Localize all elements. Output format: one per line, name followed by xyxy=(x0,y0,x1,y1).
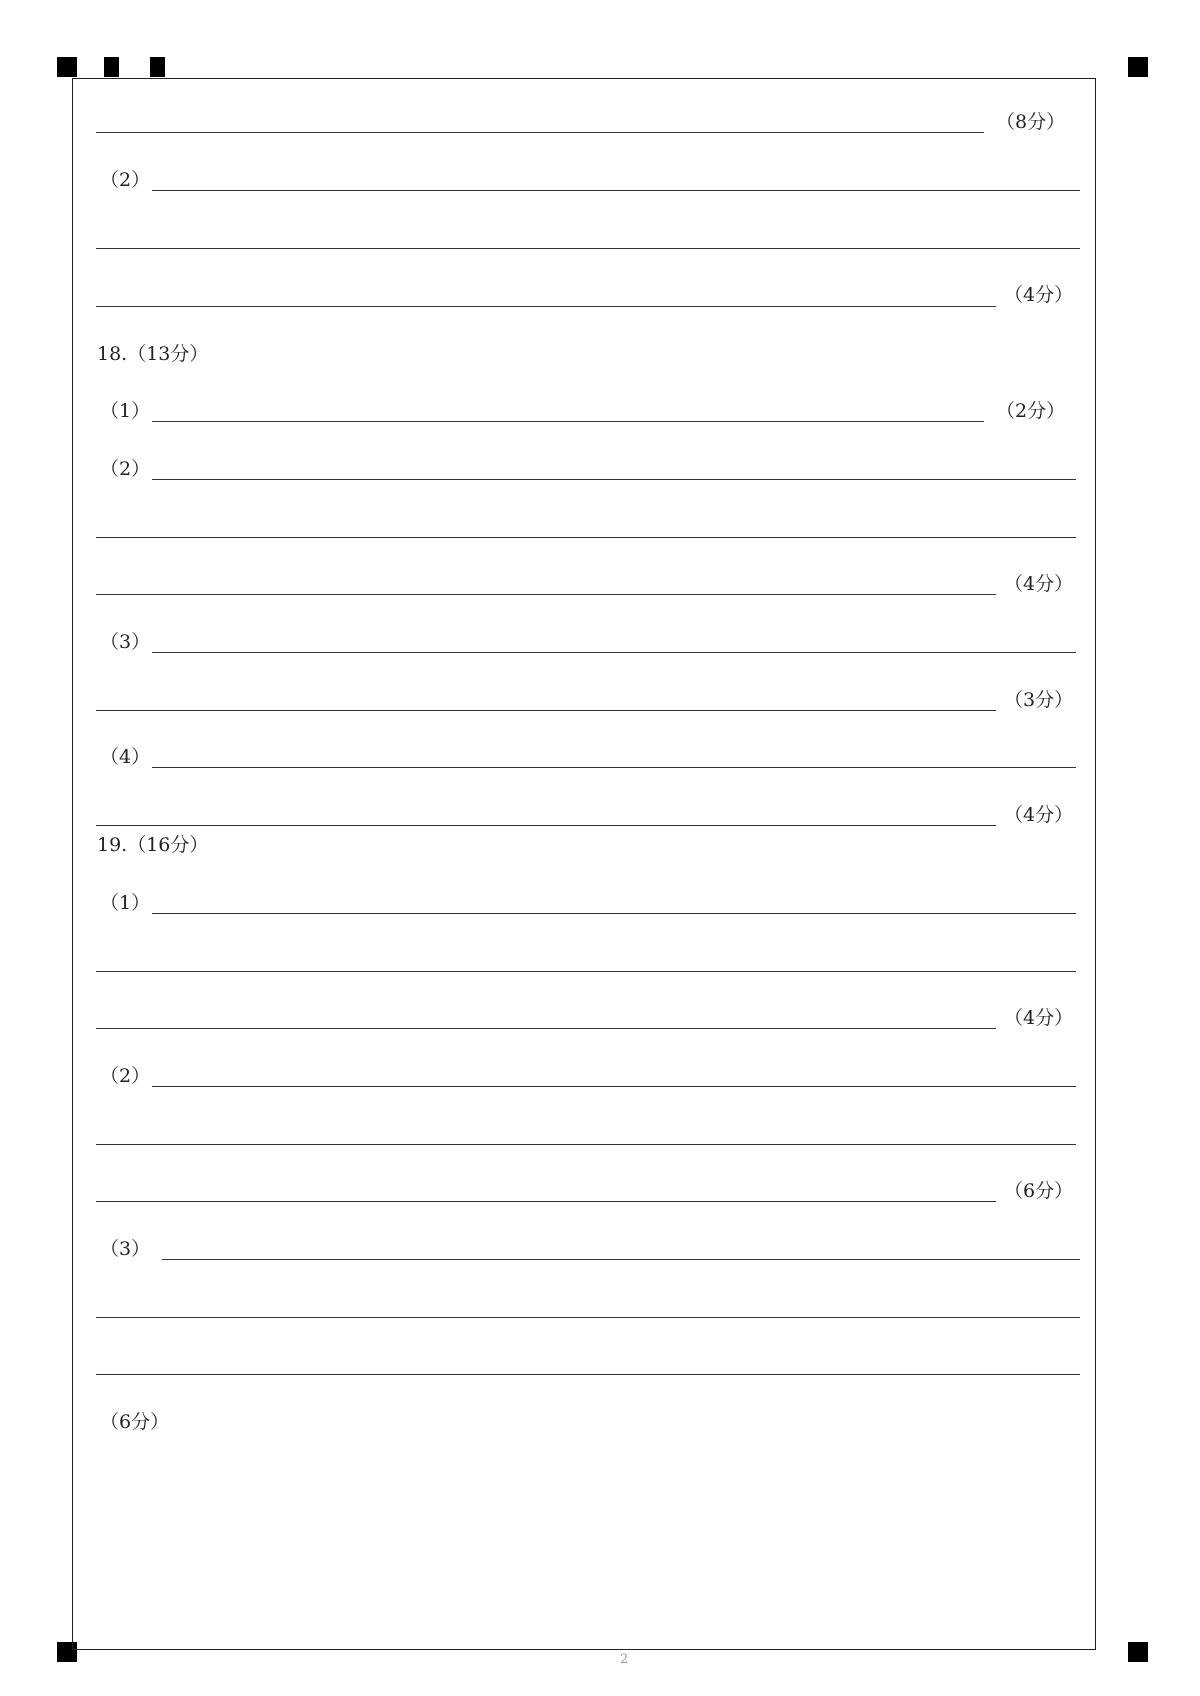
answer-line[interactable] xyxy=(152,767,1076,768)
question-18-heading: 18.（13分） xyxy=(97,343,209,365)
answer-line[interactable] xyxy=(152,479,1076,480)
answer-line[interactable] xyxy=(152,913,1076,914)
registration-mark-top-left-3 xyxy=(150,57,165,77)
registration-mark-bottom-right xyxy=(1128,1642,1148,1662)
answer-line[interactable] xyxy=(152,1086,1076,1087)
page-number: 2 xyxy=(620,1652,629,1667)
answer-line[interactable] xyxy=(96,306,996,307)
answer-line[interactable] xyxy=(96,132,984,133)
answer-line[interactable] xyxy=(96,971,1076,972)
sub-question-label: （3） xyxy=(100,631,151,653)
score-text-line-13: （4分） xyxy=(1004,804,1074,826)
score-text-line-11: （3分） xyxy=(1004,689,1074,711)
answer-line[interactable] xyxy=(152,190,1080,191)
registration-mark-top-left-1 xyxy=(57,57,77,77)
sub-question-label: （1） xyxy=(100,400,151,422)
sub-question-label: （4） xyxy=(100,746,151,768)
sub-question-label: （2） xyxy=(100,169,151,191)
answer-line[interactable] xyxy=(152,421,984,422)
answer-box-frame xyxy=(72,78,1096,1650)
sub-question-label: （1） xyxy=(100,892,151,914)
answer-line[interactable] xyxy=(152,652,1076,653)
score-text-line-9: （4分） xyxy=(1004,573,1074,595)
score-text-final: （6分） xyxy=(100,1411,170,1433)
question-19-heading: 19.（16分） xyxy=(97,834,209,856)
answer-line[interactable] xyxy=(96,537,1076,538)
sub-question-label: （2） xyxy=(100,458,151,480)
answer-line[interactable] xyxy=(96,710,996,711)
answer-line[interactable] xyxy=(96,1028,996,1029)
registration-mark-top-right xyxy=(1128,57,1148,77)
answer-line[interactable] xyxy=(96,248,1080,249)
score-text-line-20: （6分） xyxy=(1004,1180,1074,1202)
score-text-line-1: （8分） xyxy=(996,111,1066,133)
answer-line[interactable] xyxy=(96,1144,1076,1145)
sub-question-label: （2） xyxy=(100,1065,151,1087)
score-text-line-6: （2分） xyxy=(996,400,1066,422)
registration-mark-top-left-2 xyxy=(104,57,119,77)
answer-line[interactable] xyxy=(96,1317,1080,1318)
score-text-line-4: （4分） xyxy=(1004,284,1074,306)
answer-line[interactable] xyxy=(96,1201,996,1202)
answer-line[interactable] xyxy=(162,1259,1080,1260)
score-text-line-17: （4分） xyxy=(1004,1007,1074,1029)
answer-line[interactable] xyxy=(96,594,996,595)
answer-line[interactable] xyxy=(96,825,996,826)
sub-question-label: （3） xyxy=(100,1238,151,1260)
answer-line[interactable] xyxy=(96,1374,1080,1375)
